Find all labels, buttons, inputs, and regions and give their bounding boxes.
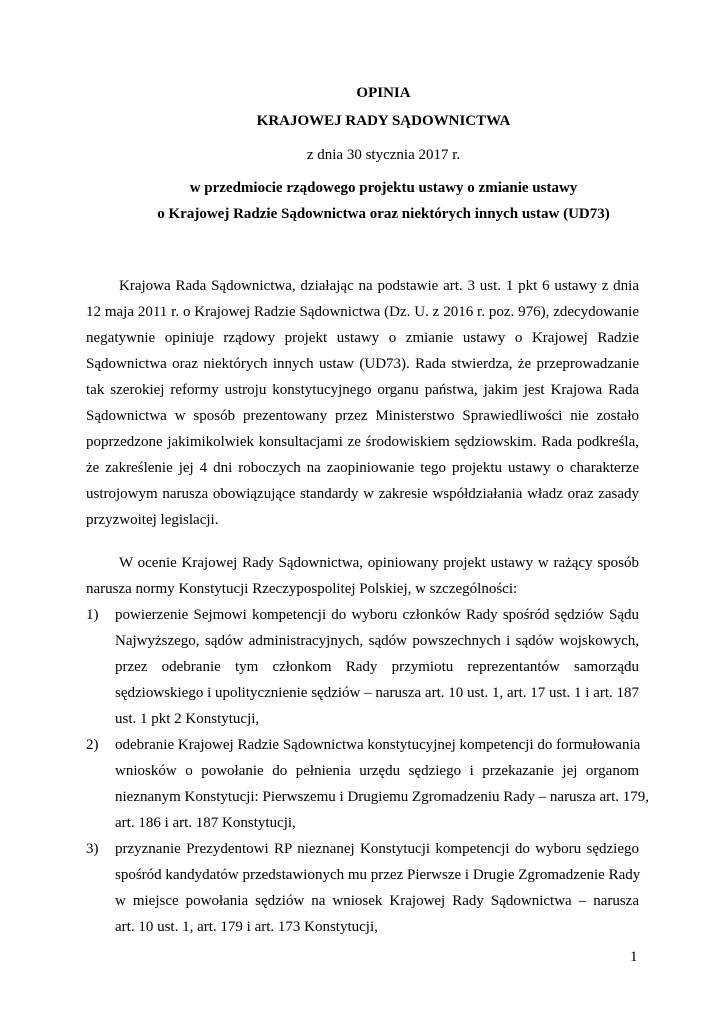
list-item-line: przez odebranie tym członkom Rady przymiotu reprezentantów samorządu bbox=[115, 659, 639, 675]
paragraph-1-line: Krajowa Rada Sądownictwa, działając na podstawie art. 3 ust. 1 pkt 6 ustawy z dnia bbox=[119, 278, 639, 294]
list-item-line: nieznanym Konstytucji: Pierwszemu i Drugiemu Zgromadzeniu Rady – narusza art. 179, bbox=[115, 789, 650, 805]
paragraph-1-line: przyzwoitej legislacji. bbox=[86, 512, 219, 528]
list-item-line: wniosków o powołanie do pełnienia urzędu sędziego i przekazanie jej organom bbox=[115, 763, 639, 779]
paragraph-1-line: negatywnie opiniuje rządowy projekt ustawy o zmianie ustawy o Krajowej Radzie bbox=[86, 330, 639, 346]
list-item-line: Najwyższego, sądów administracyjnych, sądów powszechnych i sądów wojskowych, bbox=[115, 633, 639, 649]
list-item-line: ust. 1 pkt 2 Konstytucji, bbox=[115, 711, 260, 727]
list-item-number: 2) bbox=[86, 737, 99, 753]
paragraph-1-line: 12 maja 2011 r. o Krajowej Radzie Sądownictwa (Dz. U. z 2016 r. poz. 976), zdecydowanie bbox=[86, 304, 639, 320]
paragraph-1-line: ustrojowym narusza obowiązujące standardy w zakresie współdziałania władz oraz zasady bbox=[86, 486, 639, 502]
document-title: OPINIA bbox=[356, 85, 411, 101]
subject-line-2: o Krajowej Radzie Sądownictwa oraz niektórych innych ustaw (UD73) bbox=[157, 206, 610, 222]
list-item-number: 1) bbox=[86, 607, 99, 623]
list-item-line: przyznanie Prezydentowi RP nieznanej Konstytucji kompetencji do wyboru sędziego bbox=[115, 841, 639, 857]
list-item-line: powierzenie Sejmowi kompetencji do wyboru członków Rady spośród sędziów Sądu bbox=[115, 607, 639, 623]
list-item-line: odebranie Krajowej Radzie Sądownictwa konstytucyjnej kompetencji do formułowania bbox=[115, 737, 641, 753]
list-item-line: art. 186 i art. 187 Konstytucji, bbox=[115, 815, 296, 831]
page-number: 1 bbox=[630, 949, 638, 965]
paragraph-1-line: Sądownictwa w sposób prezentowany przez Ministerstwo Sprawiedliwości nie zostało bbox=[86, 408, 639, 424]
list-item-number: 3) bbox=[86, 841, 99, 857]
paragraph-1-line: poprzedzone jakimikolwiek konsultacjami ze środowiskiem sędziowskim. Rada podkreśla, bbox=[86, 434, 639, 450]
paragraph-2-line: narusza normy Konstytucji Rzeczypospolitej Polskiej, w szczególności: bbox=[86, 581, 518, 597]
paragraph-1-line: tak szerokiej reformy ustroju konstytucyjnego organu państwa, jakim jest Krajowa Rada bbox=[86, 382, 639, 398]
list-item-line: sędziowskiego i upolitycznienie sędziów – narusza art. 10 ust. 1, art. 17 ust. 1 i art. 187 bbox=[115, 685, 640, 701]
list-item-line: w miejsce powołania sędziów na wniosek Krajowej Rady Sądownictwa – narusza bbox=[115, 893, 639, 909]
list-item-line: spośród kandydatów przedstawionych mu przez Pierwsze i Drugie Zgromadzenie Rady bbox=[115, 867, 641, 883]
paragraph-1-line: Sądownictwa oraz niektórych innych ustaw (UD73). Rada stwierdza, że przeprowadzanie bbox=[86, 356, 639, 372]
list-item-line: art. 10 ust. 1, art. 179 i art. 173 Konstytucji, bbox=[115, 919, 378, 935]
document-subtitle: KRAJOWEJ RADY SĄDOWNICTWA bbox=[256, 113, 511, 129]
paragraph-1-line: że zakreślenie jej 4 dni roboczych na zaopiniowanie tego projektu ustawy o charakterze bbox=[86, 460, 639, 476]
subject-line-1: w przedmiocie rządowego projektu ustawy o zmianie ustawy bbox=[189, 180, 578, 196]
document-date: z dnia 30 stycznia 2017 r. bbox=[306, 147, 461, 163]
paragraph-2-line: W ocenie Krajowej Rady Sądownictwa, opiniowany projekt ustawy w rażący sposób bbox=[119, 555, 639, 571]
